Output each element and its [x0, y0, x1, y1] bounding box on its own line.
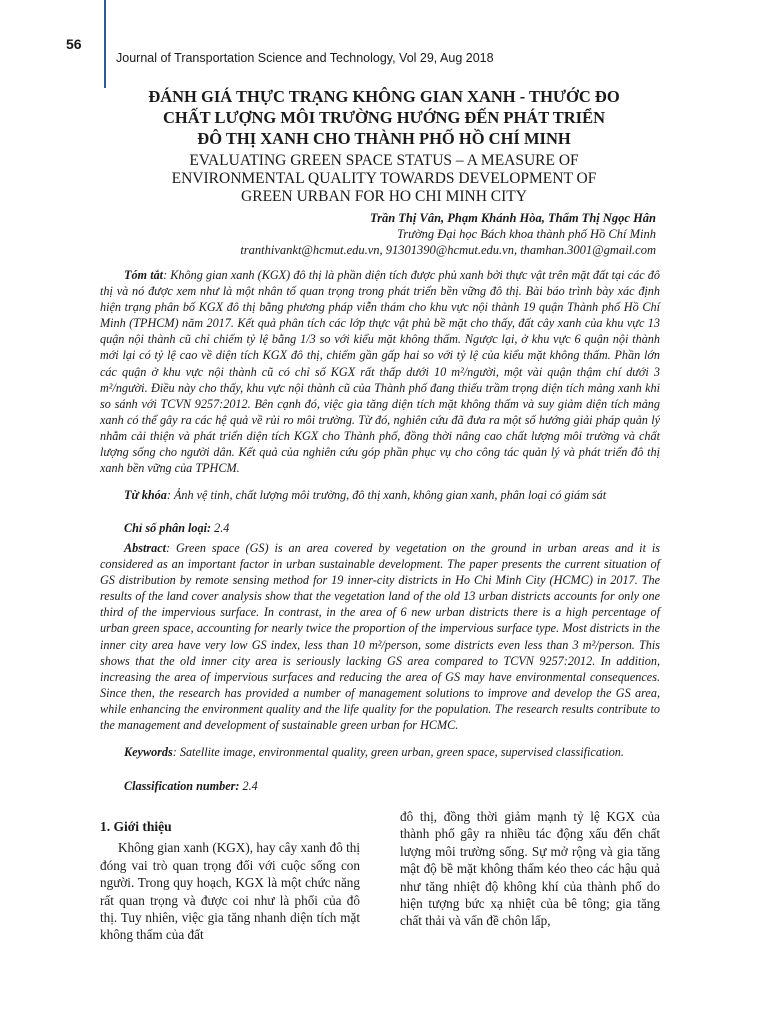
journal-header: Journal of Transportation Science and Technology, Vol 29, Aug 2018: [116, 51, 494, 65]
title-vi-line: ĐÁNH GIÁ THỰC TRẠNG KHÔNG GIAN XANH - THƯỚC ĐO: [148, 87, 620, 106]
abstract-vi-label: Tóm tắt: [124, 268, 164, 282]
title-vietnamese: [0, 86, 768, 149]
title-en-line: EVALUATING GREEN SPACE STATUS – A MEASURE OF: [189, 152, 579, 169]
page-number: 56: [66, 36, 82, 52]
title-en-line: ENVIRONMENTAL QUALITY TOWARDS DEVELOPMENT OF: [171, 170, 597, 187]
classification-english: [100, 778, 660, 794]
body-paragraph: Không gian xanh (KGX), hay cây xanh đô thị đóng vai trò quan trọng đối với cuộc sống con người. Trong quy hoạch, KGX là một chức năng rất quan trọng và được coi như là phổi của đô thị. Tuy nhiên, việc gia tăng nhanh diện tích mặt không thấm của đất: [100, 840, 360, 943]
abstract-vi-text: : Không gian xanh (KGX) đô thị là phần diện tích được phủ xanh bởi thực vật trên mặt đất tại các đô thị và nó được xem như là một nhân tố quan trọng trong phát triển bền vững đô thị. Bài báo trình bày xác định hiện trạng phân bố KGX đô thị bằng phương pháp viễn thám cho khu vực nội thành 19 quận Thành phố Hồ Chí Minh (TPHCM) năm 2017. Kết quả phân tích các lớp thực vật phủ bề mặt cho thấy, đất cây xanh của khu vực 13 quận nội thành cũ chỉ chiếm tỷ lệ bằng 1/3 so với kiểu mặt không thấm. Ngược lại, ở khu vực 6 quận nội thành mới lại có tỷ lệ cao về diện tích KGX đô thị, chiếm gần gấp hai so với tỷ lệ của kiểu mặt không thấm. Phần lớn các quận ở khu vực nội thành cũ có chỉ số KGX rất thấp dưới 10 m²/người, một vài quận thậm chí dưới 3 m²/người. Điều này cho thấy, khu vực nội thành cũ của Thành phố đang thiếu trầm trọng diện tích mảng xanh khi so sánh với TCVN 9257:2012. Bên cạnh đó, việc gia tăng diện tích mặt không thấm và suy giảm diện tích mảng xanh có thể gây ra các hệ quả về rủi ro môi trường. Từ đó, nghiên cứu đã đưa ra một số hướng giải pháp quản lý nhằm cải thiện và phát triển diện tích KGX cho Thành phố, đồng thời nâng cao chất lượng môi trường và chất lượng sống cho người dân. Kết quả của nghiên cứu góp phần phục vụ cho công tác quản lý và phát triển đô thị xanh bền vững của TPHCM.: [100, 268, 660, 476]
abstract-en-text: : Green space (GS) is an area covered by vegetation on the ground in urban areas and it is considered as an important factor in urban sustainable development. The paper presents the current situation of GS distribution by remote sensing method for 19 inner-city districts in Ho Chi Minh City (HCMC) in 2017. The results of the land cover analysis show that the vegetation land of the old 13 urban districts accounts for only one third of the impervious surface. In contrast, in the area of 6 new urban districts there is a high percentage of urban green space, accounting for nearly twice the proportion of the impervious surface type. Most districts in the inner city area have very low GS index, less than 10 m²/person, some districts even less than 3 m²/person. This shows that the old inner city area is seriously lacking GS area compared to TCVN 9257:2012. In addition, increasing the area of impervious surfaces and reducing the area of GS may have environmental consequences. Since then, the research has provided a number of management solutions to improve and develop the GS area, while enhancing the environment quality and the life quality for the population. The research results contribute to the management and development of sustainable green urban for HCMC.: [100, 541, 660, 733]
classification-en-value: 2.4: [239, 779, 258, 793]
title-vi-line: CHẤT LƯỢNG MÔI TRƯỜNG HƯỚNG ĐẾN PHÁT TRIỂN: [162, 108, 606, 127]
header-rule: [104, 0, 106, 88]
author-affiliation: Trường Đại học Bách khoa thành phố Hồ Chí Minh: [397, 227, 656, 241]
classification-en-label: Classification number:: [124, 779, 240, 793]
title-vi-line: ĐÔ THỊ XANH CHO THÀNH PHỐ HỒ CHÍ MINH: [197, 129, 571, 148]
title-english: [0, 152, 768, 206]
abstract-english: [100, 540, 660, 733]
classification-vi-value: 2.4: [211, 521, 230, 535]
body-column-left: [100, 808, 360, 944]
abstract-en-label: Abstract: [124, 541, 166, 555]
keywords-vi-text: : Ảnh vệ tinh, chất lượng môi trường, đô thị xanh, không gian xanh, phân loại có giám sát: [166, 488, 607, 502]
body-paragraph: đô thị, đồng thời giảm mạnh tỷ lệ KGX của thành phố gây ra nhiều tác động xấu đến chất lượng môi trường sống. Sự mở rộng và gia tăng mật độ bề mặt không thấm kéo theo các hậu quả như tăng nhiệt độ không khí của thành phố do hiện tượng bức xạ nhiệt của bê tông; gia tăng chất thải và vấn đề chôn lấp,: [400, 809, 660, 929]
keywords-en-text: : Satellite image, environmental quality, green urban, green space, supervised classification.: [172, 745, 624, 759]
title-en-line: GREEN URBAN FOR HO CHI MINH CITY: [241, 188, 527, 205]
body-column-right: [400, 808, 660, 930]
keywords-english: [100, 744, 660, 760]
keywords-vi-label: Từ khóa: [124, 488, 167, 502]
abstract-vietnamese: [100, 267, 660, 476]
keywords-en-label: Keywords: [124, 745, 173, 759]
author-block: [240, 210, 656, 258]
author-names: Trần Thị Vân, Phạm Khánh Hòa, Thẩm Thị Ngọc Hân: [369, 211, 656, 225]
section-heading: 1. Giới thiệu: [100, 819, 172, 834]
classification-vi-label: Chỉ số phân loại:: [124, 521, 212, 535]
author-emails: tranthivankt@hcmut.edu.vn, 91301390@hcmut.edu.vn, thamhan.3001@gmail.com: [240, 243, 656, 257]
keywords-vietnamese: [100, 487, 660, 503]
classification-vietnamese: [100, 520, 660, 536]
